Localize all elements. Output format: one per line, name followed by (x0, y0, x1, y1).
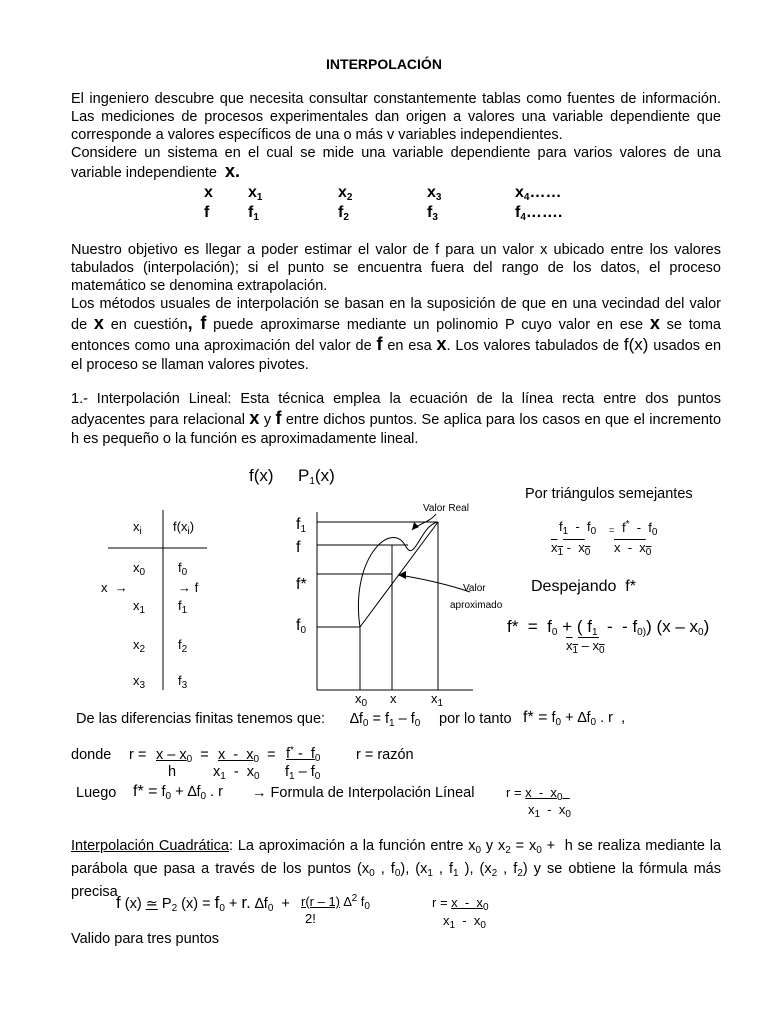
quadratic-r-den: $x_1 - x_0$ (443, 913, 486, 931)
quadratic-frac-num: r(r – 1) ∆$^2$ $f_0$ (301, 893, 370, 912)
intro-paragraph-2-text: Considere un sistema en el cual se mide una variable dependiente para varios valores de una variable independiente (71, 145, 721, 181)
objective-text-d: se toma entonces como una aproximación del valor de (71, 317, 721, 354)
fstar-formula-den: $x_1 - x_0$ (566, 638, 605, 656)
linear-text-b: y (263, 412, 272, 428)
quadratic-formula: f (x) ≃ $P_2$ $(x) = f_0 + r$. $\Delta f_0$ + (116, 893, 290, 914)
r2-num: $r = x - x_0$ (506, 785, 563, 803)
tri-den-right: x - $x_0$ (614, 540, 652, 558)
quadratic-text: : La aproximación a la función entre $x_0$ y $x_2 = x_0 + h$ se realiza mediante la parábola que pasa a través de los puntos ($x_0$ , $f_0$), ($x_1$ , $f_1$ ), ($x_2$ , $f_2$) y se obtiene la fórmula más precisa (71, 838, 722, 900)
pivot-f3: $f_3$ (178, 673, 188, 691)
pivot-f1: $f_1$ (178, 598, 188, 616)
r-num-3: $f^* - f_0$ (286, 745, 321, 764)
x-label-x: x (390, 691, 397, 706)
quadratic-frac-den: 2! (305, 911, 316, 926)
linear-text-a: 1.- Interpolación Lineal: Esta técnica emplea la ecuación de la línea recta entre dos puntos adyacentes para relacional (71, 391, 721, 428)
top-f-0: f (204, 204, 210, 221)
top-f-2: $f_2$ (338, 204, 349, 223)
objective-var-x-1: x (93, 313, 104, 333)
top-f-1: $f_1$ (248, 204, 259, 223)
r-num-2: x - $x_0$ = (218, 747, 276, 765)
tri-num-left: $f_1 - f_0$ (559, 519, 597, 537)
pivot-head-xi: $x_i$ (133, 519, 142, 537)
label-valor-real: Valor Real (423, 503, 469, 514)
top-x-4: $x_4\dots\dots$ (515, 184, 562, 203)
finite-delta: $\Delta f_0 = f_1 - f_0$ (350, 711, 421, 729)
triangles-heading: Por triángulos semejantes (525, 486, 693, 502)
quadratic-r-num: $r = x - x_0$ (432, 895, 489, 913)
top-f-3: $f_3$ (427, 204, 438, 223)
arrowhead-aprox (398, 571, 406, 579)
pivot-f0: $f_0$ (178, 560, 188, 578)
linear-var-f: f (275, 408, 282, 428)
finite-result: $f* = f_0 + \Delta f_0$ . r , (523, 709, 626, 728)
objective-text-e: en esa (387, 338, 432, 354)
luego-arrow-text: → Formula de Interpolación Líneal (252, 785, 475, 801)
linear-var-x: x (249, 408, 260, 428)
x-label-x0: $x_0$ (355, 691, 368, 709)
figure-p1x-label: $P_1(x)$ (298, 466, 335, 487)
objective-fx: f(x) (623, 335, 649, 354)
objective-var-x-3: x (436, 334, 447, 354)
y-label-f0: $f_0$ (296, 617, 307, 636)
r-num-1: x – $x_0$ = (156, 747, 209, 765)
objective-text-a: Los métodos usuales de interpolación se basan en la suposición de que en una vecindad del valor de (71, 296, 721, 333)
objective-text-f: . Los valores tabulados de (446, 338, 620, 354)
despejando-text: Despejando (531, 578, 617, 595)
tri-num-right: $f^* - f_0$ (622, 519, 658, 538)
page-title: INTERPOLACIÓN (326, 56, 442, 72)
r-equals: r = (129, 747, 147, 763)
r-den-1: h (168, 764, 177, 780)
x-label-x1: $x_1$ (431, 691, 444, 709)
r-den-2: $x_1 - x_0$ (213, 764, 260, 782)
pivot-x0: $x_0$ (133, 560, 146, 578)
y-label-f1: $f_1$ (296, 516, 307, 535)
objective-text-c: puede aproximarse mediante un polinomio P cuyo valor en ese (213, 317, 644, 333)
objective-paragraph-1: Nuestro objetivo es llegar a poder estimar el valor de f para un valor x ubicado entre los valores tabulados (interpolación); si el punto se encuentra fuera del rango de los datos, el proceso matemático se denomina extrapolación. (71, 242, 721, 294)
top-x-1: $x_1$ (248, 184, 263, 203)
finite-line: De las diferencias finitas tenemos que: (76, 711, 326, 727)
tri-den-left: $x_1 - x_0$ (551, 540, 591, 558)
quadratic-section (71, 837, 721, 901)
despejando-label: Despejando f* (531, 578, 636, 595)
pivot-head-fxi: $f(x_i)$ (173, 519, 195, 537)
luego-label: Luego (76, 785, 117, 801)
intro-paragraph-1: El ingeniero descubre que necesita consultar constantemente tablas como fuentes de información. Las mediciones de procesos experimentales dan origen a valores una variable dependiente que corresponde a valores específicos de una o más v variables independientes. (71, 91, 721, 143)
y-label-f: f (296, 539, 301, 556)
objective-text-b: en cuestión (110, 317, 188, 333)
pivot-x1: $x_1$ (133, 598, 146, 616)
objective-text-h: usados en el proceso se llaman valores pivotes. (71, 338, 722, 373)
arrowhead-real (412, 522, 419, 530)
luego-formula: $f* = f_0 + \Delta f_0$ . r (133, 783, 224, 802)
fstar-formula: $f* = f_0$ + ( $f_1$ - - $f_{0)}$) $(x - x_0)$ (507, 617, 710, 638)
razon-label: r = razón (356, 747, 414, 763)
top-x-2: $x_2$ (338, 184, 353, 203)
y-label-fstar: f* (296, 576, 307, 593)
objective-var-f-1: , f (187, 313, 207, 333)
quadratic-paragraph (71, 837, 721, 901)
pivot-x2: $x_2$ (133, 637, 146, 655)
label-aproximado: aproximado (450, 600, 503, 611)
pivot-f2: $f_2$ (178, 637, 188, 655)
label-valor: Valor (463, 583, 486, 594)
pointer-valor-aprox (398, 575, 470, 592)
valid-three-points: Valido para tres puntos (71, 931, 220, 947)
top-f-4: $f_4\dots\dots$. (515, 204, 563, 223)
top-x-3: $x_3$ (427, 184, 442, 203)
r2-den: $x_1 - x_0$ (528, 802, 571, 820)
figure-fx-label: f(x) (249, 466, 274, 485)
pivot-f-arrow: → f (178, 580, 199, 595)
intro-variable: x. (224, 161, 240, 181)
pivot-x-arrow: x → (101, 580, 128, 595)
finite-por-tanto: por lo tanto (439, 711, 512, 727)
linear-text-c: entre dichos puntos. Se aplica para los casos en que el incremento h es pequeño o la función es aproximadamente lineal. (71, 412, 722, 447)
top-x-0: x (204, 184, 213, 201)
objective-var-f-2: f (376, 334, 383, 354)
pivot-x3: $x_3$ (133, 673, 146, 691)
donde-label: donde (71, 747, 112, 763)
objective-var-x-2: x (649, 313, 660, 333)
quadratic-title: Interpolación Cuadrática (71, 838, 229, 854)
tri-eq: = (609, 525, 615, 535)
r-den-3: $f_1 - f_0$ (285, 764, 321, 782)
